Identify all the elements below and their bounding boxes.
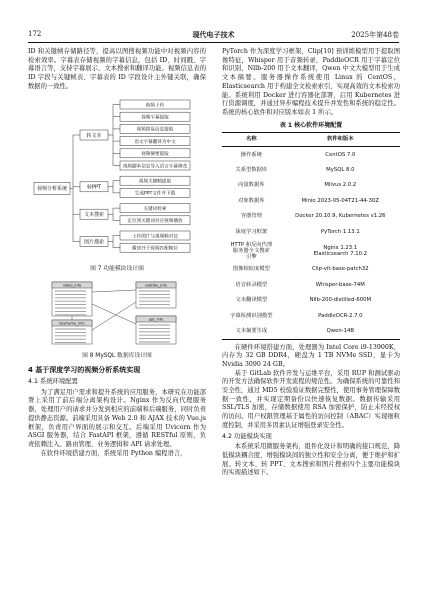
table-cell-name: 深度学习框架 xyxy=(235,228,268,235)
table-row xyxy=(222,209,400,225)
leaf-label: 视频关键帧提取 xyxy=(138,179,172,185)
table-cell-version: Nginx 1.23.1 Elasticsearch 7.10.2 xyxy=(313,244,368,257)
table-header-name: 名称 xyxy=(222,133,281,147)
db-relation xyxy=(92,302,136,330)
journal-title: 现代电子技术 xyxy=(192,31,235,39)
leaf-label: 播放并于视频匹配帧位 xyxy=(132,246,178,252)
leaf-label: 语文字幕翻译为中文 xyxy=(134,139,176,145)
header-rule xyxy=(28,42,399,43)
leaf-label: 视频摘要提取 xyxy=(141,151,169,157)
table-cell-name: 向量数据库 xyxy=(238,182,265,189)
table-cell-name: 对象数据库 xyxy=(238,197,265,204)
paragraph: 本系统采用微服务架构，组件化设计和明确的接口规范，降低模块耦合度，增强模块间的独立性和安全分离，便于维护和扩展。转文本、转 PPT、文本搜索和图片搜索四个主要功能模块的实现描述如下。 xyxy=(222,443,400,477)
leaf-label: 生成PPT文件并下载 xyxy=(134,191,176,197)
group-label: 文本搜索 xyxy=(83,211,105,218)
paragraph: 为了满足用户需求和提升系统的应用服务，本研究在功能部署上采用了前后端分离架构设计。Nginx 作为反向代理服务器，处理用户的请求并分发到相应的前端和后端服务，同时负责提供静态资源。前端采用具备 Web 2.0 和 AJAX 技术的 Vue.js 框架，负责用户界面的展示和交互。后端采用 Uvicorn 作为 ASGI 服务器，结合 FastAPI 框架，遵循 RESTful 原则，负责依赖注入、路由管理、业务逻辑和 API 请求处理。 xyxy=(28,388,207,448)
page-number: 172 xyxy=(28,30,42,38)
paragraph: 在软件环境搭建方面，系统采用 Python 编程语言， xyxy=(40,449,187,457)
group-label: 转PPT xyxy=(86,184,102,191)
table-1-caption: 表 1 核心软件环境配置 xyxy=(279,121,343,129)
group-label: 转文本 xyxy=(86,132,102,139)
leaf-label: 视频上传 xyxy=(145,102,165,108)
figure-8 xyxy=(28,280,206,350)
leaf-label: 上传图片与视频帧对比 xyxy=(132,233,178,239)
table-cell-version: Qwen-14B xyxy=(281,324,400,340)
table-cell-version: PaddleOCR-2.7.0 xyxy=(318,312,363,319)
table-header-version: 软件和版本 xyxy=(281,133,400,147)
db-table-name: ppt_info xyxy=(148,317,164,322)
leaf-label: 定位到关键词对应视频播放 xyxy=(127,218,183,224)
issue-label: 2025年第48卷 xyxy=(351,31,399,39)
table-cell-version: CentOS 7.0 xyxy=(325,151,356,158)
subsection-heading: 4.2 功能模块实现 xyxy=(222,432,272,440)
table-cell-name: 容器管理 xyxy=(240,213,262,220)
table-row xyxy=(222,293,400,309)
table-cell-version: PyTorch 1.13.1 xyxy=(320,228,360,235)
running-header xyxy=(28,30,399,40)
table-cell-name: 语音转录模型 xyxy=(235,281,268,288)
table-cell-version: MySQL 8.0 xyxy=(326,166,355,173)
leaf-label: 视频脚本信息导入语言字幕修改 xyxy=(122,163,188,169)
table-cell-name: 字幕检测识别模型 xyxy=(230,312,273,319)
leaf-label: 视频字幕提取 xyxy=(141,115,169,121)
paragraph: 在硬件环境搭建方面，处理器为 Intel Core i9-13900K，内存为 32 GB DDR4，硬盘为 1 TB NVMe SSD，显卡为 Nvidia 3090 24 GB。 xyxy=(222,343,400,368)
table-row xyxy=(222,162,400,178)
db-table-name: keyframe_info xyxy=(59,321,85,326)
table-row xyxy=(222,147,400,163)
figure-7 xyxy=(28,98,206,264)
figure-7-caption: 图 7 功能模块设计图 xyxy=(90,266,144,273)
leaf-label: 视频简易信息提取 xyxy=(136,127,174,133)
subsection-heading: 4.1 系统环境配置 xyxy=(28,378,78,386)
db-table-name: subtitle_info xyxy=(145,283,167,288)
table-cell-name: 关系型数据库 xyxy=(235,166,268,173)
table-row xyxy=(222,193,400,209)
paragraph: 基于 GitLab 软件开发与运维平台，采用 RUP 和测试驱动的开发方法确保软件开发流程的规范性。为确保系统的可靠性和安全性，通过 MD5 校验验证数据完整性，使用事务管理保障数据一致性，并实现定期备份以快速恢复数据。数据传输采用 SSL/TLS 加密，存储数据使用 RSA 加密保护，防止未经授权的访问。用户权限管理基于属性的访问控制（ABAC）实现细粒度控制，并采用多因素认证增强登录安全性。 xyxy=(222,369,400,429)
table-row xyxy=(222,324,400,340)
db-relation xyxy=(92,304,136,324)
table-cell-version: Nllb-200-distilled-600M xyxy=(309,297,372,304)
leaf-label: 关键词检索 xyxy=(143,206,167,212)
table-row xyxy=(222,240,400,262)
root-label: 视频分析系统 xyxy=(36,185,68,192)
core-software-table xyxy=(222,132,400,339)
table-cell-version: Docker 20.10.9, Kubernetes v1.26 xyxy=(295,213,386,220)
table-cell-version: Whisper-base-74M xyxy=(315,281,365,288)
left-column xyxy=(28,48,206,458)
table-cell-name: HTTP 和反向代理 服务器全文搜索 引擎 xyxy=(230,241,273,260)
table-row xyxy=(222,224,400,240)
figure-8-caption: 图 8 MySQL 数据库设计图 xyxy=(82,352,152,359)
table-row xyxy=(222,262,400,278)
db-relation xyxy=(92,290,136,292)
section-heading: 4 基于深度学习的视频分析系统实现 xyxy=(28,366,141,375)
table-cell-version: Minio 2023-05-04T21-44-30Z xyxy=(301,197,380,204)
table-row xyxy=(222,178,400,194)
group-label: 图片搜索 xyxy=(83,238,105,245)
db-table-name: video_info xyxy=(62,283,82,288)
paragraph: ID 和关键帧存储路径等，提高以图搜视频功能中对视频内容的检索效率。字幕表存储视频的字幕信息，包括 ID、时间戳、字幕语言等，支持字幕展示、文本搜索和翻译功能。视频信息表的 ID 字段与关键帧表、字幕表的 ID 字段设计主外键关联，确保数据的一致性。 xyxy=(28,48,206,90)
function-module-diagram xyxy=(28,98,206,260)
table-cell-name: 文本翻译模型 xyxy=(235,297,268,304)
table-row xyxy=(222,308,400,324)
paragraph: PyTorch 作为深度学习框架，Clip[10] 预训练模型用于提取图像特征，Whisper 用于音频转录，PaddleOCR 用于字幕定位和识别，Nllb-200 用于文本翻译，Qwen 中文大模型用于生成文本摘要。服务器操作系统使用 Linux 的 CentOS，Elasticsearch 用于构建全文检索索引，实现高效的文本检索功能。系统利用 Docker 进行容器化部署，启用 Kubernetes 进行资源调度，并通过异步编程技术提升并发性和系统的稳定性。系统的核心软件和对应版本如表 1 所示。 xyxy=(222,48,400,116)
table-cell-name: 图像相似度模型 xyxy=(232,266,270,273)
table-row xyxy=(222,277,400,293)
right-column xyxy=(222,48,400,478)
table-cell-name: 操作系统 xyxy=(240,151,262,158)
table-cell-version: Milvus 2.0.2 xyxy=(324,182,357,189)
mysql-schema-diagram xyxy=(28,280,206,346)
table-cell-name: 文本摘要生成 xyxy=(222,324,281,340)
table-cell-version: Clip-vit-base-patch32 xyxy=(312,266,369,273)
